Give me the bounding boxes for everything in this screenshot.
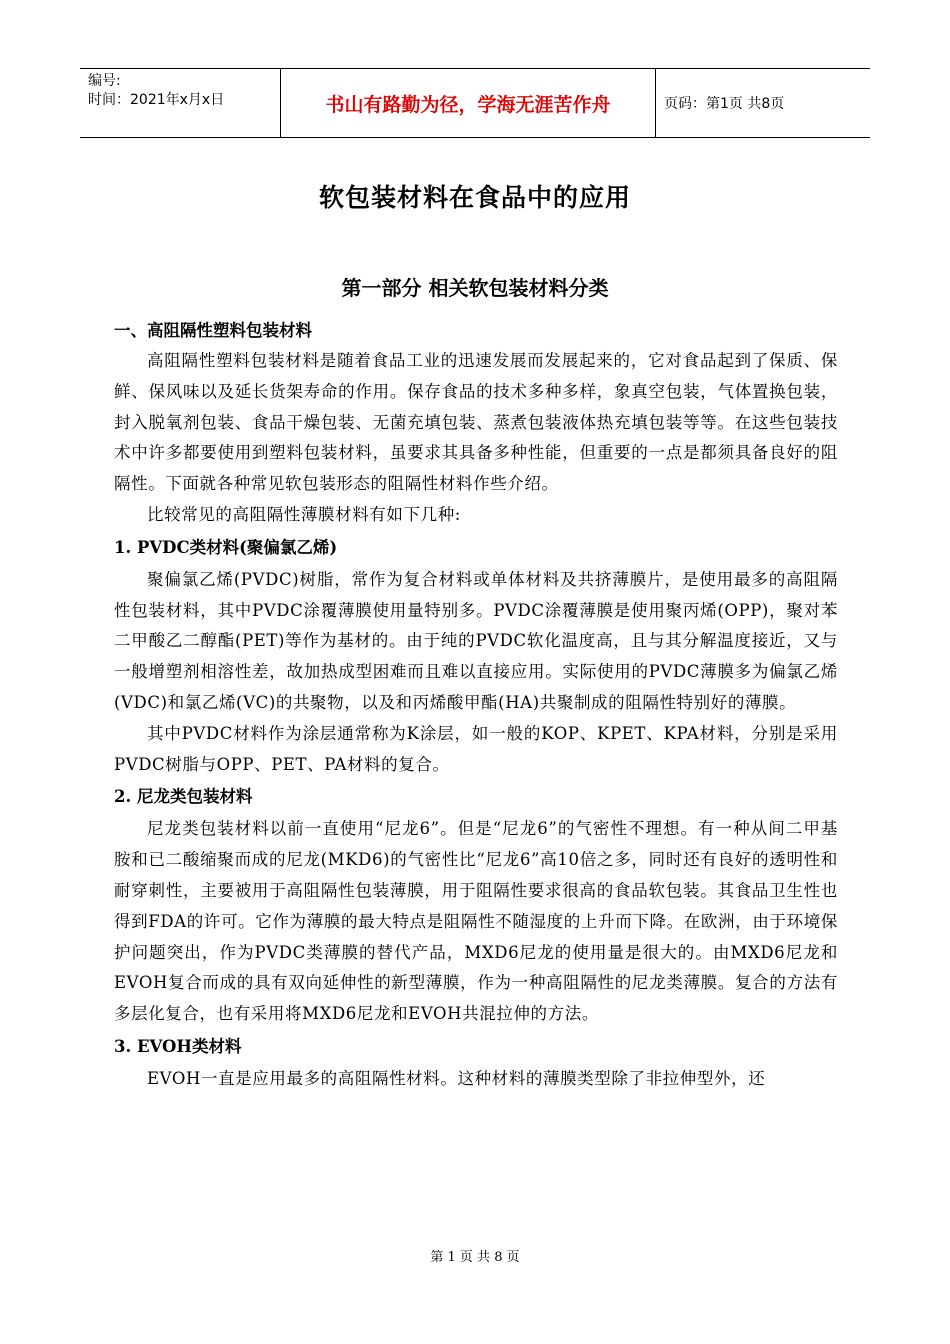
paragraph: 比较常见的高阻隔性薄膜材料有如下几种: (147, 504, 461, 524)
part-title: 第一部分 相关软包装材料分类 (341, 276, 609, 300)
subsection-heading: 3. EVOH类材料 (114, 1036, 242, 1056)
paragraph: 尼龙类包装材料以前一直使用“尼龙6”。但是“尼龙6”的气密性不理想。有一种从间二甲基胺和已二酸缩聚而成的尼龙(MKD6)的气密性比“尼龙6”高10倍之多，同时还有良好的透明性和耐穿刺性，主要被用于高阻隔性包装薄膜，用于阻隔性要求很高的食品软包装。其食品卫生性也得到FDA的许可。它作为薄膜的最大特点是阻隔性不随湿度的上升而下降。在欧洲，由于环境保护问题突出，作为PVDC类薄膜的替代产品，MXD6尼龙的使用量是很大的。由MXD6尼龙和EVOH复合而成的具有双向延伸性的新型薄膜，作为一种高阻隔性的尼龙类薄膜。复合的方法有多层化复合，也有采用将MXD6尼龙和EVOH共混拉伸的方法。 (114, 819, 838, 1024)
header-page-label: 页码：第1页 共8页 (664, 96, 785, 112)
page-header (80, 68, 870, 138)
subsection-heading: 2. 尼龙类包装材料 (114, 787, 253, 807)
paragraph: 其中PVDC材料作为涂层通常称为K涂层，如一般的KOP、KPET、KPA材料，分别是采用PVDC树脂与OPP、PET、PA材料的复合。 (114, 723, 838, 774)
page-footer: 第 1 页 共 8 页 (430, 1250, 520, 1265)
paragraph: EVOH一直是应用最多的高阻隔性材料。这种材料的薄膜类型除了非拉伸型外，还 (147, 1068, 766, 1088)
paragraph: 聚偏氯乙烯(PVDC)树脂，常作为复合材料或单体材料及共挤薄膜片，是使用最多的高阻隔性包装材料，其中PVDC涂覆薄膜使用量特别多。PVDC涂覆薄膜是使用聚丙烯(OPP)，聚对苯二甲酸乙二醇酯(PET)等作为基材的。由于纯的PVDC软化温度高，且与其分解温度接近，又与一般增塑剂相溶性差，故加热成型困难而且难以直接应用。实际使用的PVDC薄膜多为偏氯乙烯(VDC)和氯乙烯(VC)的共聚物，以及和丙烯酸甲酯(HA)共聚制成的阻隔性特别好的薄膜。 (114, 569, 838, 712)
header-motto: 书山有路勤为径，学海无涯苦作舟 (280, 69, 656, 137)
section-heading: 一、高阻隔性塑料包装材料 (114, 321, 312, 340)
number-label: 编号: (88, 73, 121, 89)
paragraph: 高阻隔性塑料包装材料是随着食品工业的迅速发展而发展起来的，它对食品起到了保质、保鲜、保风味以及延长货架寿命的作用。保存食品的技术多种多样，象真空包装，气体置换包装，封入脱氧剂包装、食品干燥包装、无菌充填包装、蒸煮包装液体热充填包装等等。在这些包装技术中许多都要使用到塑料包装材料，虽要求其具备多种性能，但重要的一点是都须具备良好的阻隔性。下面就各种常见软包装形态的阻隔性材料作些介绍。 (114, 351, 838, 494)
time-label: 时间：2021年x月x日 (88, 92, 225, 108)
document-body (114, 316, 838, 1095)
document-title: 软包装材料在食品中的应用 (318, 183, 631, 212)
subsection-heading: 1. PVDC类材料(聚偏氯乙烯) (114, 537, 338, 557)
header-meta (80, 69, 280, 137)
